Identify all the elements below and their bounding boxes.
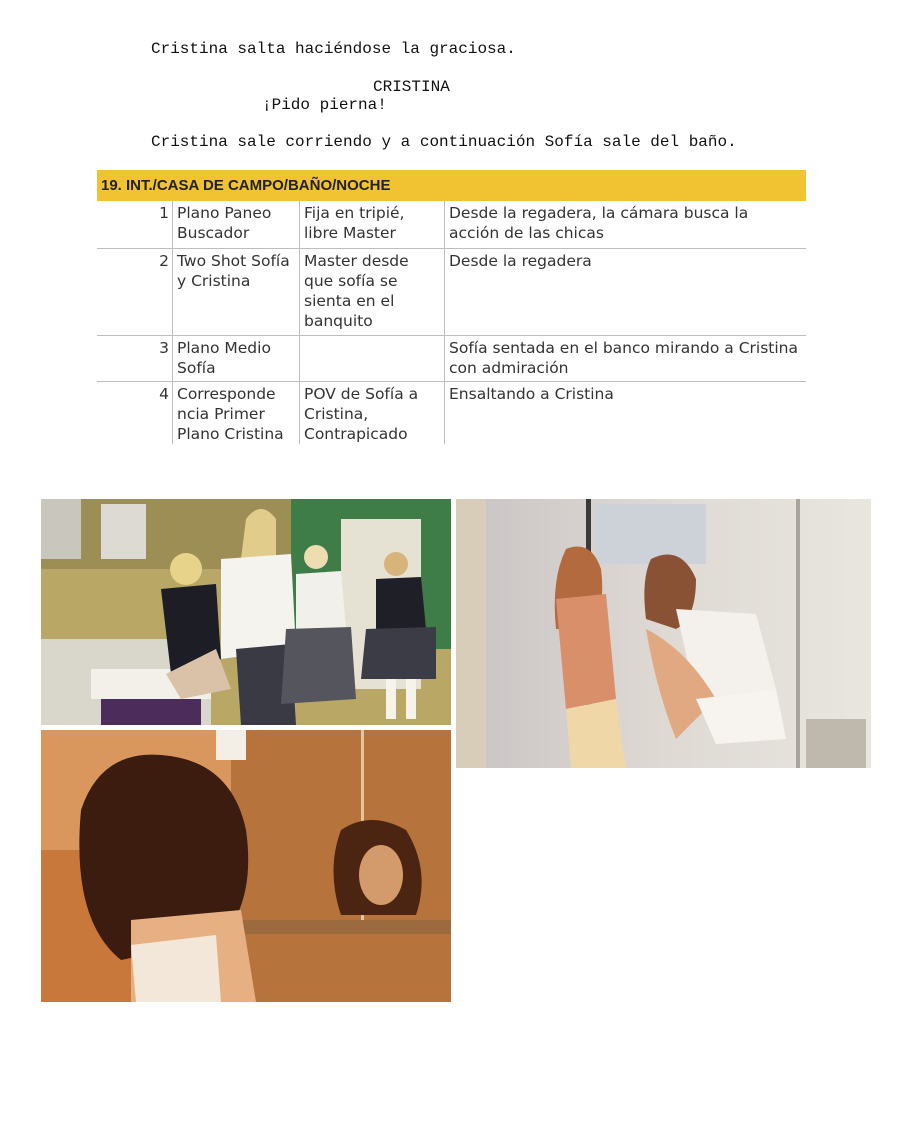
shot-description: Ensaltando a Cristina [445, 381, 807, 444]
shot-type: Plano Medio Sofía [173, 335, 300, 381]
shot-description: Sofía sentada en el banco mirando a Cristina con admiración [445, 335, 807, 381]
shot-type: Two Shot Sofía y Cristina [173, 248, 300, 335]
shot-row [97, 381, 806, 444]
shot-description: Desde la regadera, la cámara busca la acción de las chicas [445, 201, 807, 248]
shot-row [97, 201, 806, 248]
shot-row [97, 248, 806, 335]
shot-number: 4 [97, 381, 173, 444]
camera-setup: POV de Sofía a Cristina, Contrapicado [300, 381, 445, 444]
action-line-1: Cristina salta haciéndose la graciosa. [151, 40, 516, 58]
shot-description: Desde la regadera [445, 248, 807, 335]
shot-list-table [97, 170, 806, 444]
camera-setup: Master desde que sofía se sienta en el banquito [300, 248, 445, 335]
camera-setup: Fija en tripié, libre Master [300, 201, 445, 248]
action-line-2: Cristina sale corriendo y a continuación Sofía sale del baño. [151, 133, 737, 151]
shots-grid [97, 201, 806, 444]
scene-heading: 19. INT./CASA DE CAMPO/BAÑO/NOCHE [97, 170, 806, 201]
shot-row [97, 335, 806, 381]
dialogue-line: ¡Pido pierna! [262, 96, 387, 114]
bathroom-schoolgirls-photo [41, 499, 451, 725]
shot-number: 1 [97, 201, 173, 248]
shot-number: 2 [97, 248, 173, 335]
mirror-reflection-photo [456, 499, 871, 768]
shot-number: 3 [97, 335, 173, 381]
curly-hair-mirror-photo [41, 730, 451, 1002]
shot-type: Corresponde ncia Primer Plano Cristina [173, 381, 300, 444]
shot-type: Plano Paneo Buscador [173, 201, 300, 248]
camera-setup [300, 335, 445, 381]
character-name: CRISTINA [373, 78, 450, 96]
